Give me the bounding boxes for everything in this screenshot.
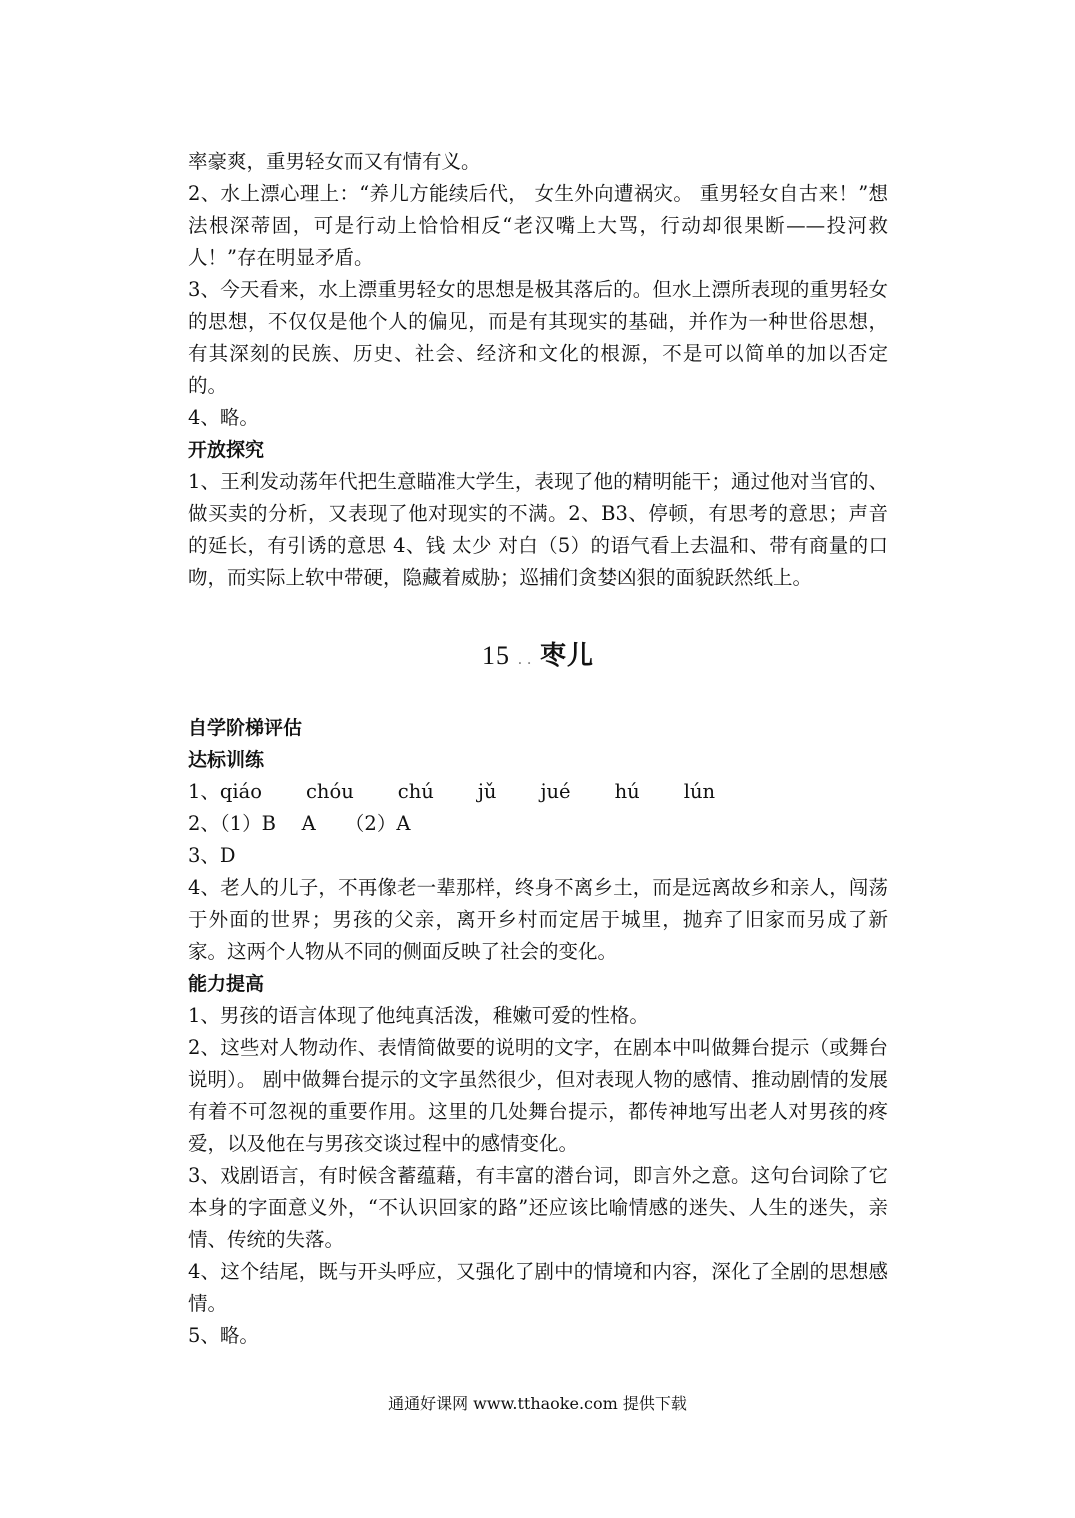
paragraph: 2、（1）B A （2）A	[188, 812, 411, 835]
pinyin-item: chóu	[306, 780, 354, 803]
paragraph: 4、这个结尾，既与开头呼应，又强化了剧中的情境和内容，深化了全剧的思想感情。	[188, 1260, 888, 1315]
paragraph: 3、D	[188, 844, 236, 867]
page-footer: 通通好课网 www.tthaoke.com 提供下载	[388, 1394, 687, 1413]
paragraph: 2、水上漂心理上：“养儿方能续后代， 女生外向遭祸灾。 重男轻女自古来！”想法根深蒂固，可是行动上恰恰相反“老汉嘴上大骂，行动却很果断——投河救人！”存在明显矛盾。	[188, 182, 888, 269]
paragraph: 2、这些对人物动作、表情简做要的说明的文字，在剧本中叫做舞台提示（或舞台说明）。 剧中做舞台提示的文字虽然很少，但对表现人物的感情、推动剧情的发展有着不可忽视的重要作用。这里的几处舞台提示，都传神地写出老人对男孩的疼爱，以及他在与男孩交谈过程中的感情变化。	[188, 1036, 888, 1155]
title-separator: . .	[517, 656, 533, 667]
section-heading-self: 自学阶梯评估	[188, 717, 303, 739]
pinyin-item: lún	[683, 780, 716, 803]
section-heading-open: 开放探究	[188, 439, 265, 461]
paragraph: 5、略。	[188, 1324, 259, 1347]
pinyin-answer	[188, 776, 888, 808]
page-content	[188, 146, 888, 1352]
pinyin-item: hú	[614, 780, 640, 803]
pinyin-item: jǔ	[477, 780, 497, 803]
lesson-number: 15	[481, 641, 510, 670]
section-heading-train: 达标训练	[188, 749, 265, 771]
paragraph: 3、今天看来，水上漂重男轻女的思想是极其落后的。但水上漂所表现的重男轻女的思想，不仅仅是他个人的偏见，而是有其现实的基础，并作为一种世俗思想，有其深刻的民族、历史、社会、经济和文化的根源，不是可以简单的加以否定的。	[188, 278, 888, 397]
paragraph: 1、男孩的语言体现了他纯真活泼，稚嫩可爱的性格。	[188, 1004, 649, 1027]
paragraph: 3、戏剧语言，有时候含蓄蕴藉，有丰富的潜台词，即言外之意。这句台词除了它本身的字面意义外，“不认识回家的路”还应该比喻情感的迷失、人生的迷失，亲情、传统的失落。	[188, 1164, 888, 1251]
section-heading-ability: 能力提高	[188, 973, 265, 995]
q1-prefix: 1、	[188, 780, 220, 803]
lesson-title-text: 枣儿	[540, 641, 595, 671]
pinyin-item: chú	[397, 780, 434, 803]
lesson-title	[188, 636, 888, 682]
pinyin-item: jué	[540, 780, 571, 803]
paragraph: 1、王利发动荡年代把生意瞄准大学生，表现了他的精明能干；通过他对当官的、做买卖的分析，又表现了他对现实的不满。2、B3、停顿，有思考的意思；声音的延长，有引诱的意思 4、钱 太少 对白（5）的语气看上去温和、带有商量的口吻，而实际上软中带硬，隐藏着威胁；巡捕们贪婪凶狠的面貌跃然纸上。	[188, 470, 888, 589]
pinyin-item: qiáo	[219, 780, 263, 803]
paragraph: 率豪爽，重男轻女而又有情有义。	[188, 150, 481, 173]
paragraph: 4、略。	[188, 406, 259, 429]
paragraph: 4、老人的儿子，不再像老一辈那样，终身不离乡土，而是远离故乡和亲人，闯荡于外面的世界；男孩的父亲，离开乡村而定居于城里，抛弃了旧家而另成了新家。这两个人物从不同的侧面反映了社会的变化。	[188, 876, 888, 963]
